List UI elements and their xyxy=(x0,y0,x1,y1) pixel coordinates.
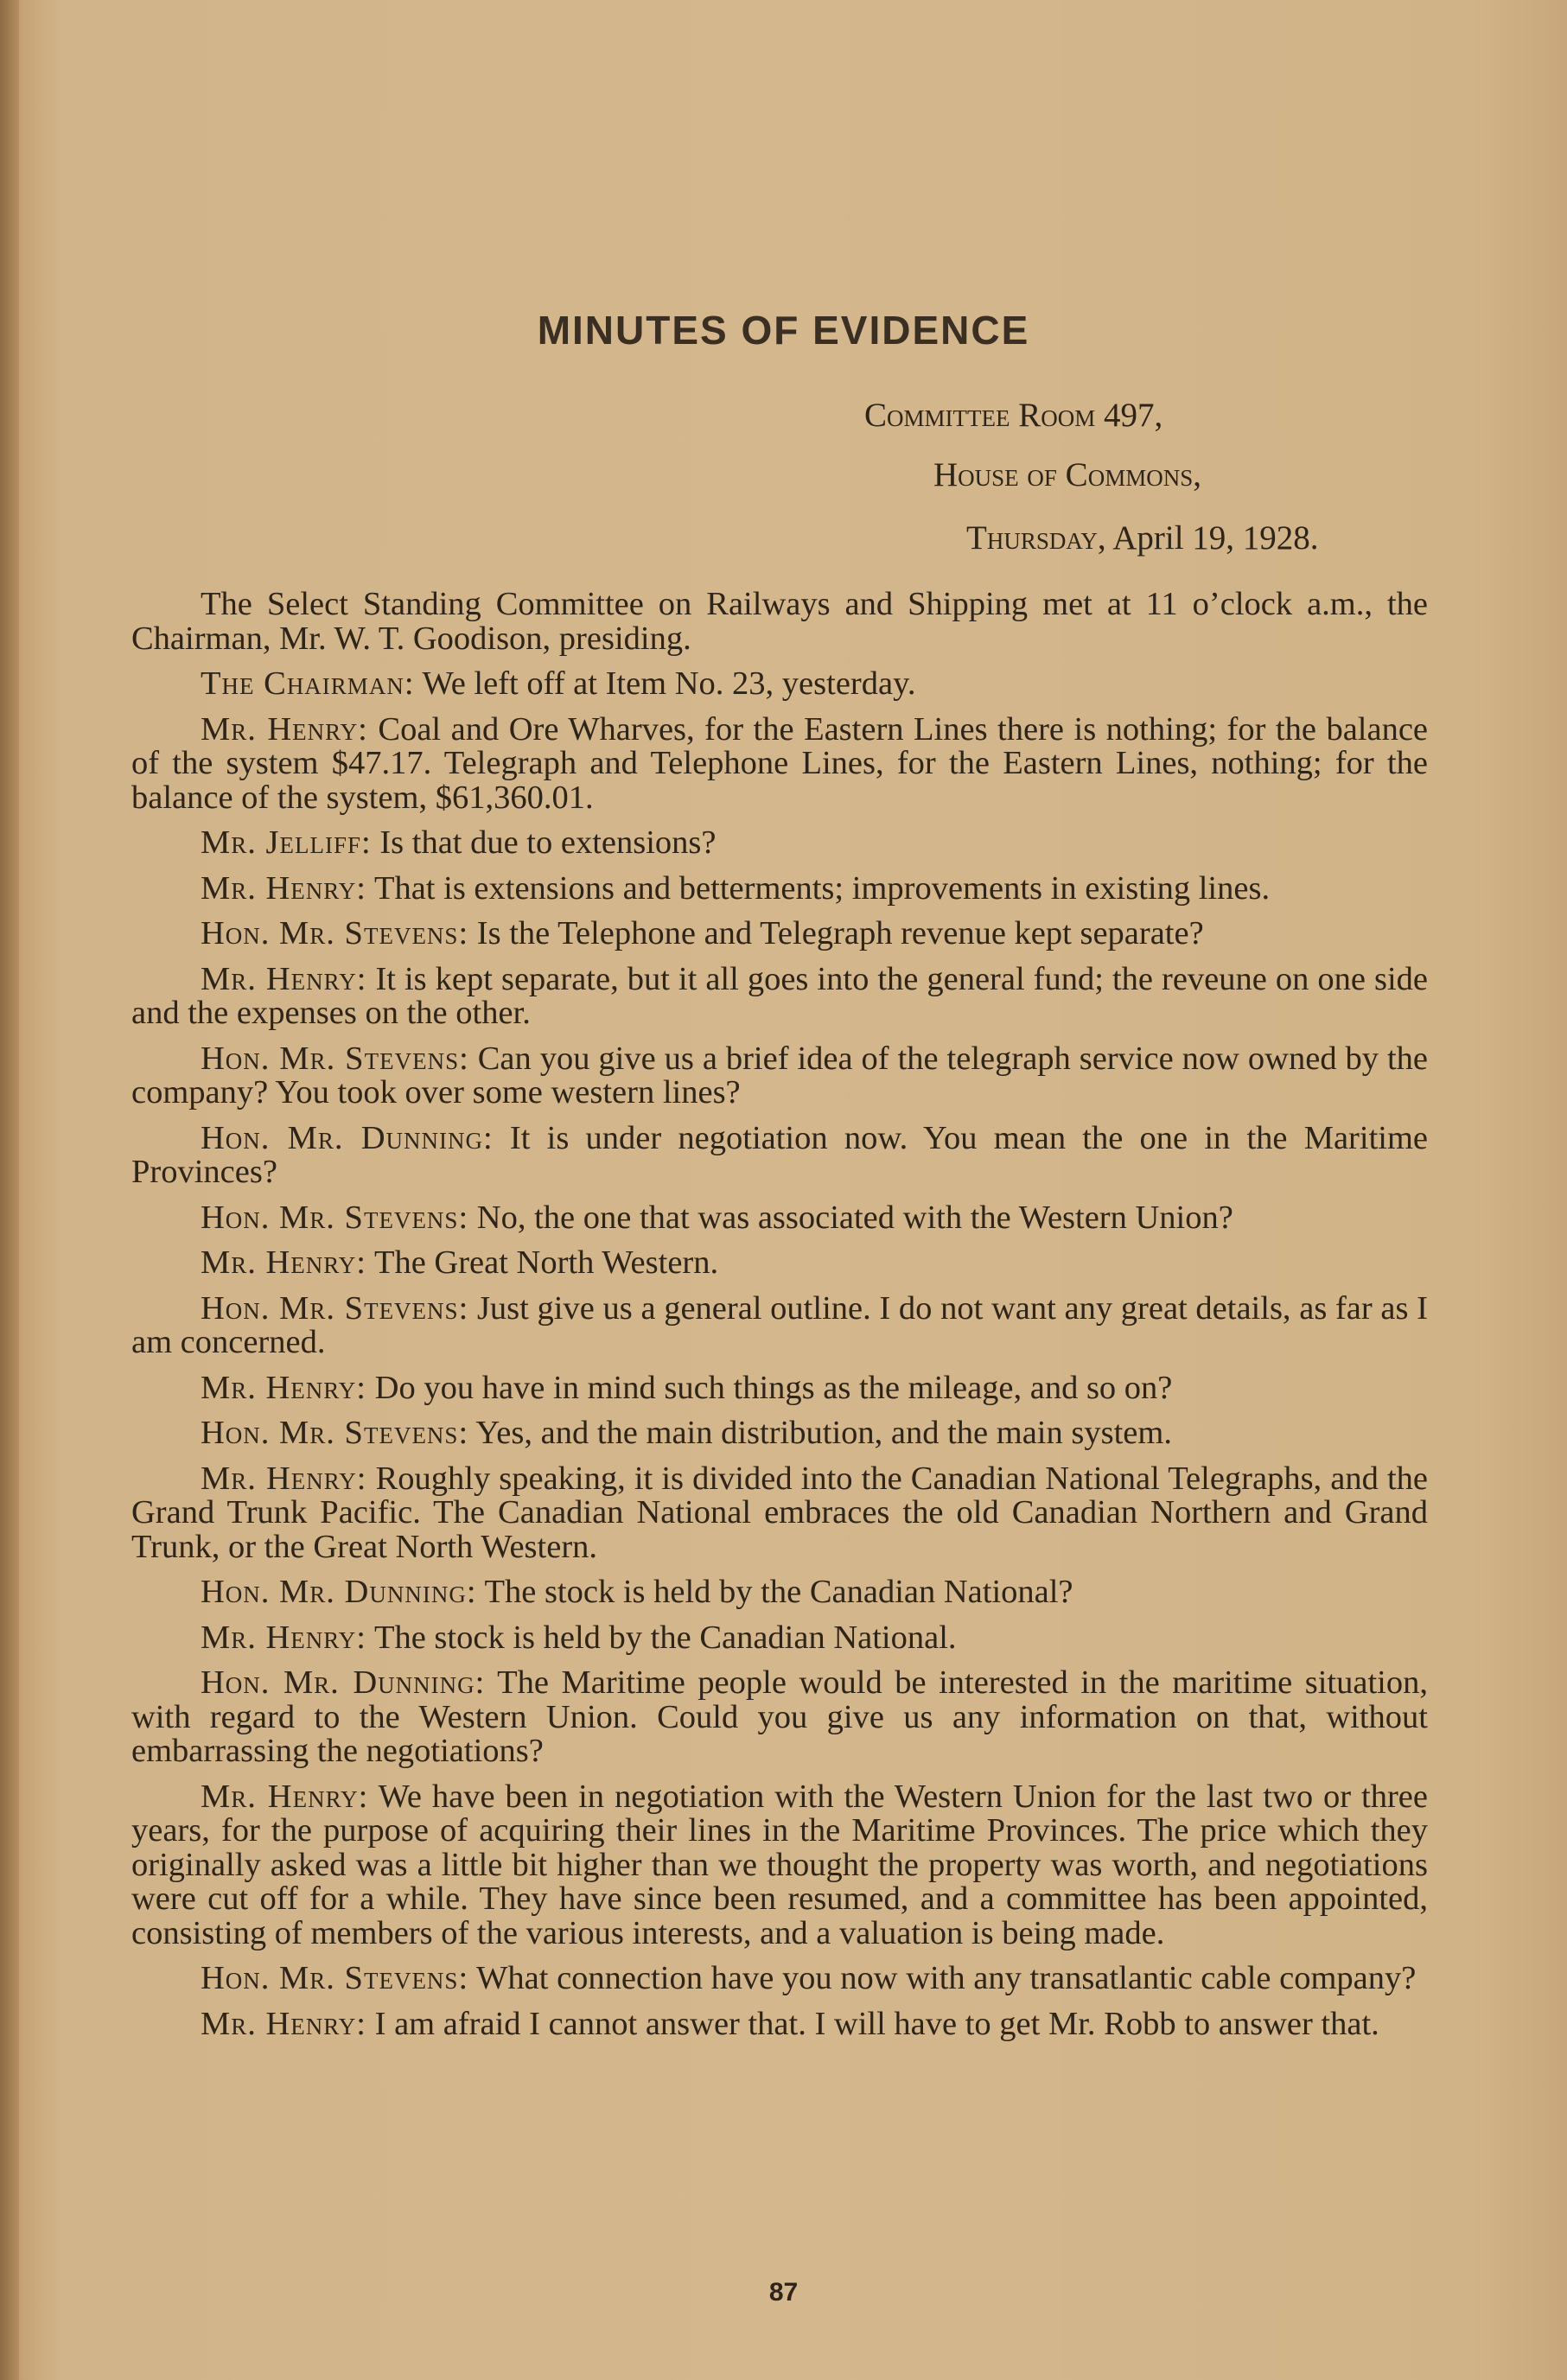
page-binding-edge xyxy=(0,0,19,2380)
paragraph xyxy=(131,1371,1428,1406)
speaker-name: Hon. Mr. Dunning: xyxy=(201,1119,494,1156)
paragraph-text: Just give us a general outline. I do not want any great details, as far as I am concerned. xyxy=(131,1289,1428,1360)
paragraph-text: The stock is held by the Canadian National? xyxy=(484,1574,1073,1610)
date-line xyxy=(966,519,1319,557)
paragraph-text: The Great North Western. xyxy=(373,1244,719,1281)
speaker-name: Mr. Henry: xyxy=(201,1778,369,1815)
paragraph xyxy=(131,1201,1428,1236)
paragraph-text: The Maritime people would be interested in the maritime situation, with regard to the Western Union. Could you give us any information on that, without embarrassing the negotiations? xyxy=(131,1664,1428,1769)
date-rest: April 19, 1928. xyxy=(1105,519,1319,557)
paragraph xyxy=(131,1780,1428,1951)
minutes-body xyxy=(131,588,1428,2052)
speaker-name: Mr. Henry: xyxy=(201,710,368,748)
paragraph-text: It is under negotiation now. You mean the one in the Maritime Provinces? xyxy=(131,1119,1429,1190)
speaker-name: Hon. Mr. Stevens: xyxy=(201,1199,469,1236)
paragraph-text: Is the Telephone and Telegraph revenue kept separate? xyxy=(476,915,1204,951)
speaker-name: Mr. Henry: xyxy=(201,869,367,907)
speaker-name: Hon. Mr. Stevens: xyxy=(201,1040,469,1077)
paragraph xyxy=(131,2005,1428,2042)
speaker-name: Hon. Mr. Stevens: xyxy=(201,915,469,951)
paragraph xyxy=(131,917,1428,951)
paragraph xyxy=(131,1042,1428,1110)
paragraph xyxy=(131,1289,1428,1360)
speaker-name: Mr. Henry: xyxy=(201,2005,367,2042)
paragraph xyxy=(131,588,1428,656)
speaker-name: Mr. Henry: xyxy=(201,1244,367,1281)
speaker-name: The Chairman: xyxy=(201,665,415,702)
speaker-name: Mr. Jelliff: xyxy=(201,824,372,861)
paragraph xyxy=(131,667,1428,702)
paragraph-text: Roughly speaking, it is divided into the Canadian National Telegraphs, and the Grand Trunk Pacific. The Canadian National embraces the old Canadian Northern and Grand Trunk, or the Great North Western. xyxy=(131,1460,1428,1565)
paragraph-text: Do you have in mind such things as the mileage, and so on? xyxy=(374,1369,1173,1406)
paragraph xyxy=(131,1621,1428,1656)
paragraph xyxy=(131,1666,1428,1769)
paragraph-text: The stock is held by the Canadian National. xyxy=(373,1619,957,1656)
speaker-name: Hon. Mr. Stevens: xyxy=(201,1289,469,1327)
speaker-name: Hon. Mr. Stevens: xyxy=(201,1415,469,1451)
paragraph-text: I am afraid I cannot answer that. I will have to get Mr. Robb to answer that. xyxy=(374,2005,1379,2042)
paragraph-text: No, the one that was associated with the Western Union? xyxy=(476,1199,1233,1236)
paragraph-text: It is kept separate, but it all goes into the general fund; the reveune on one side and the expenses on the other. xyxy=(131,960,1429,1031)
paragraph xyxy=(131,869,1428,907)
paragraph xyxy=(131,710,1428,816)
paragraph-text: What connection have you now with any transatlantic cable company? xyxy=(476,1960,1417,1996)
paragraph xyxy=(131,1246,1428,1281)
speaker-name: Hon. Mr. Dunning: xyxy=(201,1574,477,1610)
speaker-name: Mr. Henry: xyxy=(201,1369,367,1406)
paragraph xyxy=(131,1962,1428,1996)
paragraph-text: The Select Standing Committee on Railways and Shipping met at 11 o’clock a.m., the Chairman, Mr. W. T. Goodison, presiding. xyxy=(131,586,1428,657)
speaker-name: Hon. Mr. Dunning: xyxy=(201,1664,486,1701)
paragraph-text: Coal and Ore Wharves, for the Eastern Lines there is nothing; for the balance of the system $47.17. Telegraph and Telephone Lines, for the Eastern Lines, nothing; for the balance of the system, $61,360.01. xyxy=(131,710,1428,816)
speaker-name: Mr. Henry: xyxy=(201,1460,367,1497)
date-day: Thursday, xyxy=(966,519,1106,557)
speaker-name: Mr. Henry: xyxy=(201,1619,367,1656)
speaker-name: Mr. Henry: xyxy=(201,960,367,997)
paragraph xyxy=(131,1119,1429,1190)
paragraph-text: That is extensions and betterments; improvements in existing lines. xyxy=(373,869,1271,907)
paragraph xyxy=(131,1462,1428,1565)
speaker-name: Hon. Mr. Stevens: xyxy=(201,1960,469,1996)
location-line-2: House of Commons, xyxy=(933,456,1201,493)
page-number: 87 xyxy=(768,2278,799,2307)
paragraph-text: We left off at Item No. 23, yesterday. xyxy=(422,665,916,702)
paragraph-text: We have been in negotiation with the Western Union for the last two or three years, for the purpose of acquiring their lines in the Maritime Provinces. The price which they originally asked was a little bit higher than we thought the property was worth, and negotiations were cut off for a while. They have since been resumed, and a committee has been appointed, consisting of members of the various interests, and a valuation is being made. xyxy=(131,1778,1428,1951)
paragraph xyxy=(131,960,1429,1031)
page-title: MINUTES OF EVIDENCE xyxy=(537,308,1030,353)
paragraph-text: Can you give us a brief idea of the telegraph service now owned by the company? You took over some western lines? xyxy=(131,1040,1429,1110)
location-line-1: Committee Room 497, xyxy=(864,397,1163,434)
paragraph xyxy=(131,1575,1428,1610)
paragraph xyxy=(131,1416,1428,1451)
paragraph xyxy=(131,826,1428,861)
paragraph-text: Yes, and the main distribution, and the main system. xyxy=(475,1415,1172,1451)
paragraph-text: Is that due to extensions? xyxy=(379,824,717,861)
